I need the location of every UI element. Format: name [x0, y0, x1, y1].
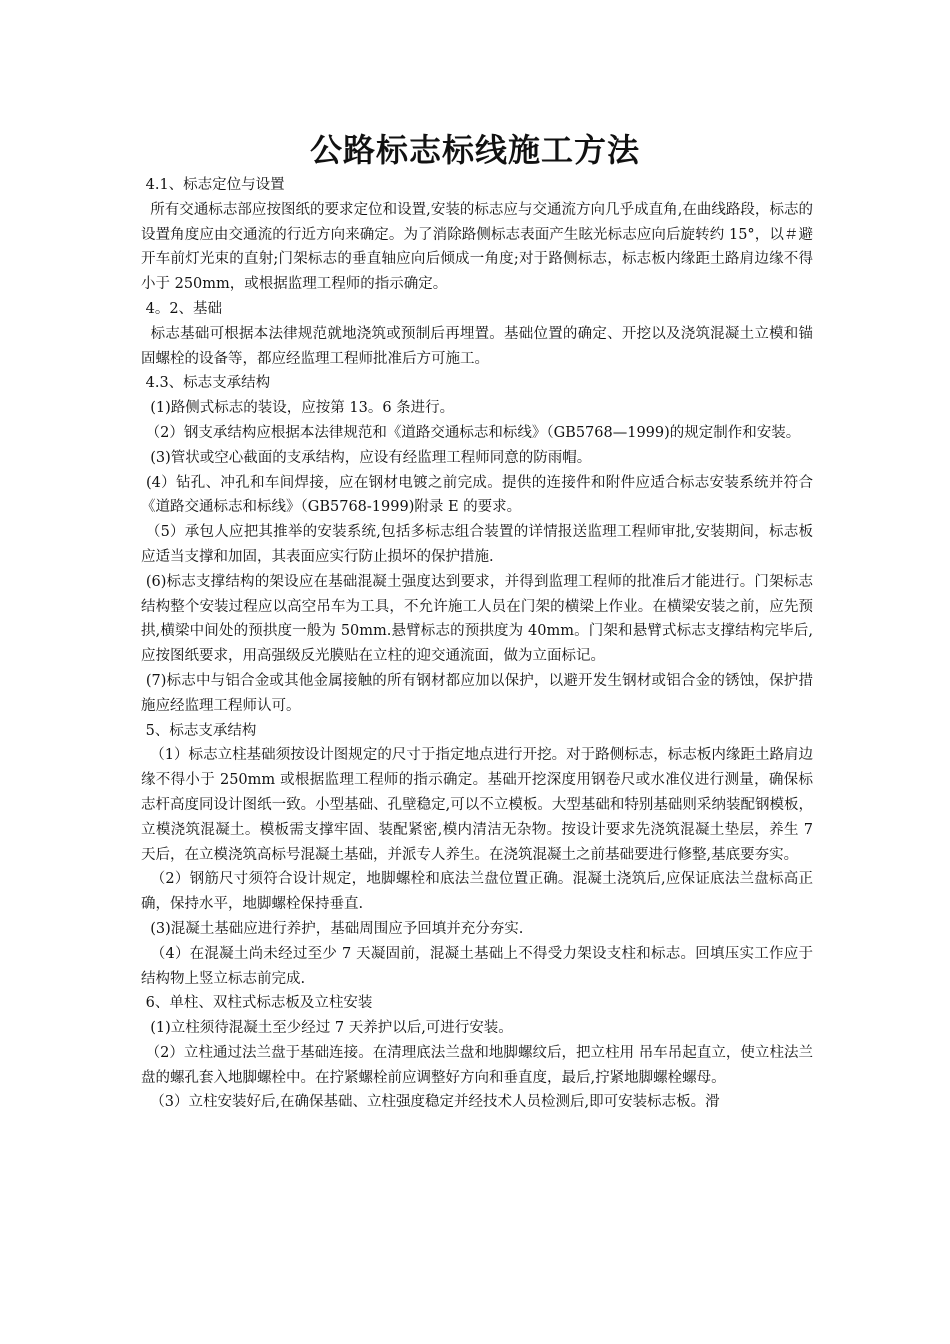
- paragraph-heading-6: 6、单柱、双柱式标志板及立柱安装: [141, 995, 373, 1012]
- paragraph-heading-4-1: 4.1、标志定位与设置: [141, 177, 285, 193]
- paragraph: 标志基础可根据本法律规范就地浇筑或预制后再埋置。基础位置的确定、开挖以及浇筑混凝土立模和锚固螺栓的设备等，都应经监理工程师批准后方可施工。: [141, 325, 814, 367]
- paragraph: （5）承包人应把其推举的安装系统,包括多标志组合装置的详情报送监理工程师审批,安装期间，标志板应适当支撑和加固，其表面应实行防止损坏的保护措施.: [141, 524, 813, 565]
- paragraph: (4）钻孔、冲孔和车间焊接，应在钢材电镀之前完成。提供的连接件和附件应适合标志安装系统并符合《道路交通标志和标线》（GB5768-1999)附录 E 的要求。: [141, 474, 813, 516]
- paragraph: （2）立柱通过法兰盘于基础连接。在清理底法兰盘和地脚螺纹后，把立柱用 吊车吊起直立，使立柱法兰盘的螺孔套入地脚螺栓中。在拧紧螺栓前应调整好方向和垂直度，最后,拧紧地脚螺栓螺母。: [141, 1044, 813, 1086]
- paragraph: 所有交通标志部应按图纸的要求定位和设置,安装的标志应与交通流方向几乎成直角,在曲线路段，标志的设置角度应由交通流的行近方向来确定。为了消除路侧标志表面产生眩光标志应向后旋转约 15°，以＃避开车前灯光束的直射;门架标志的垂直轴应向后倾成一角度;对于路侧标志，标志板内缘距土路肩边缘不得小于 250mm，或根据监理工程师的指示确定。: [141, 201, 813, 293]
- paragraph: (3)混凝土基础应进行养护，基础周围应予回填并充分夯实.: [141, 920, 524, 937]
- paragraph: (3)管状或空心截面的支承结构，应设有经监理工程师同意的防雨帽。: [141, 449, 592, 466]
- paragraph: (1)路侧式标志的装设，应按第 13。6 条进行。: [141, 400, 455, 417]
- paragraph-heading-5: 5、标志支承结构: [141, 722, 257, 739]
- paragraph: （2）钢支承结构应根据本法律规范和《道路交通标志和标线》（GB5768—1999)的规定制作和安装。: [141, 424, 801, 441]
- paragraph-heading-4-2: 4。2、基础: [141, 300, 223, 317]
- document-body: [141, 173, 818, 1115]
- paragraph-heading-4-3: 4.3、标志支承结构: [141, 375, 271, 392]
- document-title: 公路标志标线施工方法: [309, 131, 640, 169]
- paragraph: (1)立柱须待混凝土至少经过 7 天养护以后,可进行安装。: [141, 1020, 513, 1037]
- paragraph: （4）在混凝土尚未经过至少 7 天凝固前，混凝土基础上不得受力架设支柱和标志。回填压实工作应于结构物上竖立标志前完成.: [141, 945, 813, 987]
- paragraph: （1）标志立柱基础须按设计图规定的尺寸于指定地点进行开挖。对于路侧标志，标志板内缘距土路肩边缘不得小于 250mm 或根据监理工程师的指示确定。基础开挖深度用钢卷尺或水准仪进行测量，确保标志杆高度同设计图纸一致。小型基础、孔壁稳定,可以不立模板。大型基础和特别基础则采纳装配钢模板，立模浇筑混凝土。模板需支撑牢固、装配紧密,模内清洁无杂物。按设计要求先浇筑混凝土垫层，养生 7 天后，在立模浇筑高标号混凝土基础，并派专人养生。在浇筑混凝土之前基础要进行修整,基底要夯实。: [141, 747, 818, 863]
- paragraph: （3）立柱安装好后,在确保基础、立柱强度稳定并经技术人员检测后,即可安装标志板。滑: [141, 1094, 720, 1111]
- paragraph: (7)标志中与铝合金或其他金属接触的所有钢材都应加以保护，以避开发生钢材或铝合金的锈蚀，保护措施应经监理工程师认可。: [141, 672, 813, 714]
- paragraph: (6)标志支撑结构的架设应在基础混凝土强度达到要求，并得到监理工程师的批准后才能进行。门架标志结构整个安装过程应以高空吊车为工具，不允许施工人员在门架的横梁上作业。在横梁安装之前，应先预拱,横梁中间处的预拱度一般为 50mm.悬臂标志的预拱度为 40mm。门架和悬臂式标志支撑结构完毕后,应按图纸要求，用高强级反光膜贴在立柱的迎交通流面，做为立面标记。: [141, 573, 813, 665]
- paragraph: （2）钢筋尺寸须符合设计规定，地脚螺栓和底法兰盘位置正确。混凝土浇筑后,应保证底法兰盘标高正确，保持水平，地脚螺栓保持垂直.: [141, 871, 813, 913]
